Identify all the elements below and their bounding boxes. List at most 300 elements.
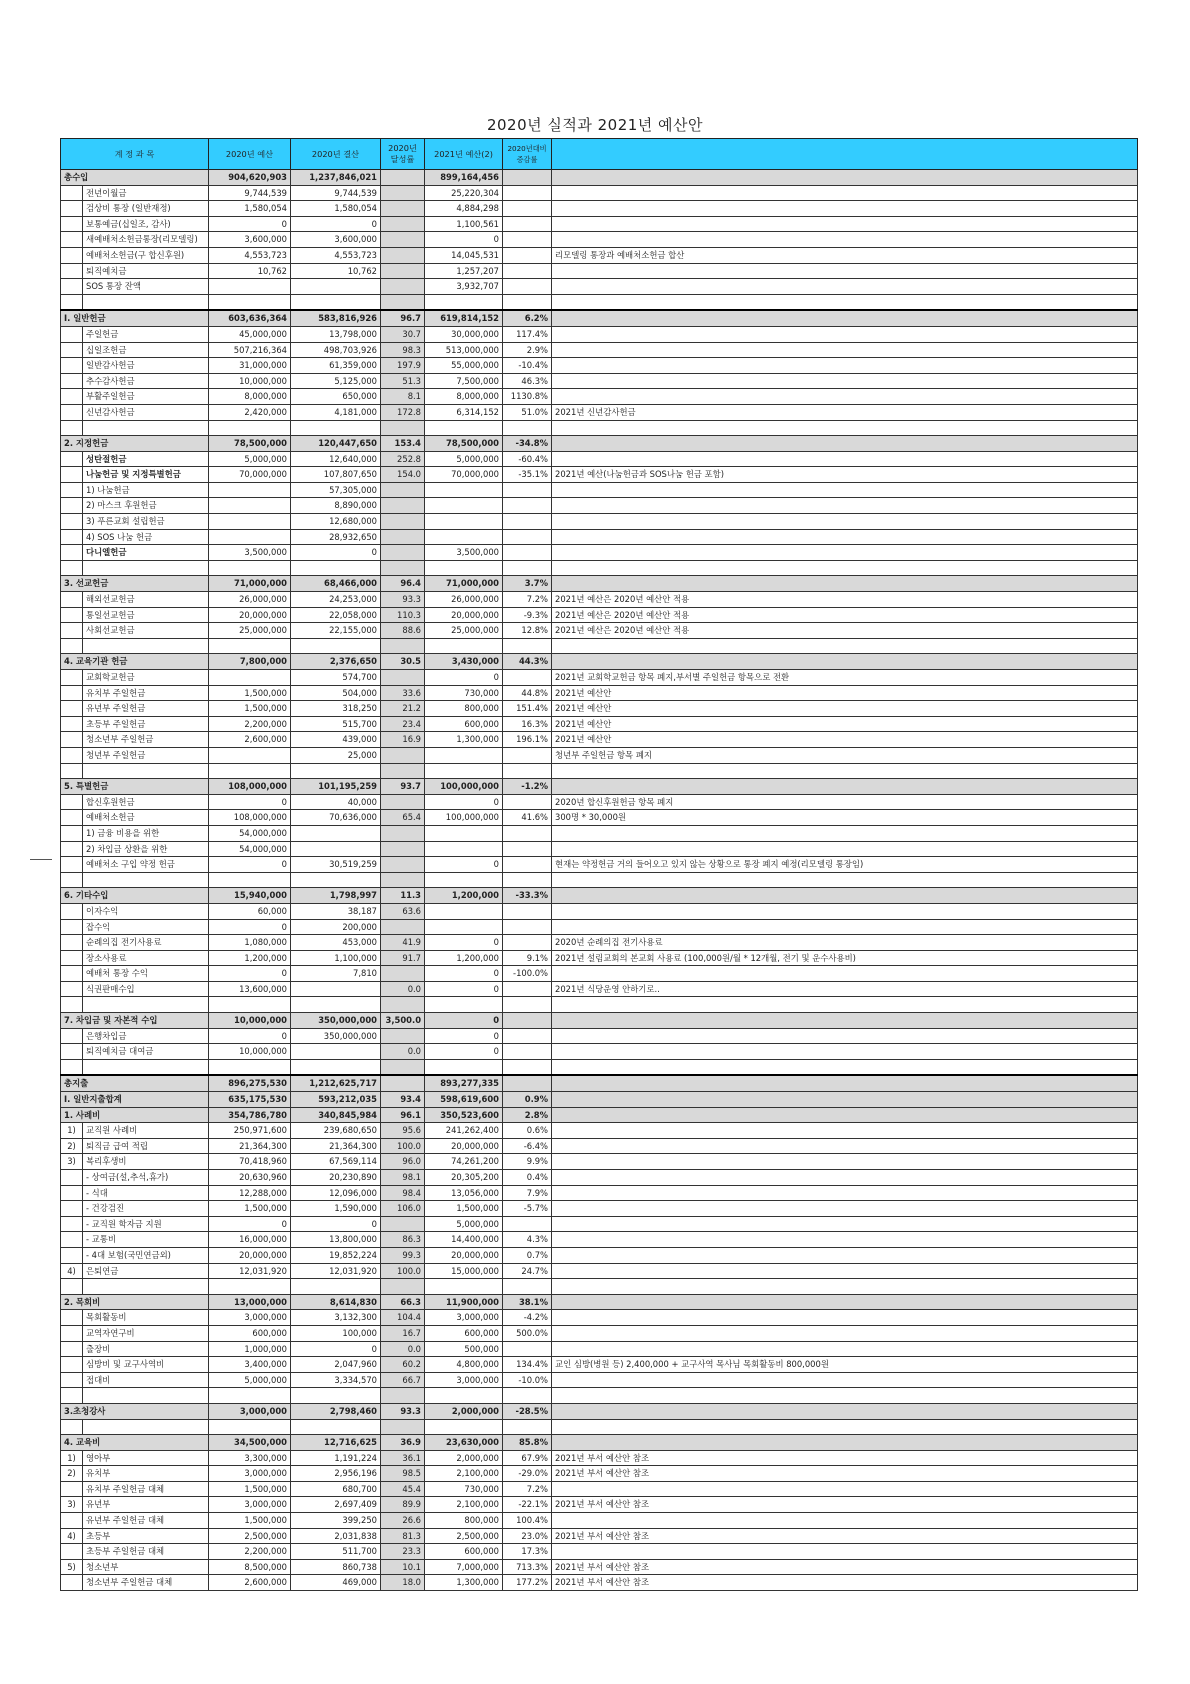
account-label: 6. 기타수입 — [61, 888, 209, 904]
change-rate: 0.9% — [503, 1092, 552, 1108]
memo — [552, 1013, 1138, 1029]
actual-2020: 498,703,926 — [291, 342, 381, 358]
actual-2020: 511,700 — [291, 1544, 381, 1560]
actual-2020: 504,000 — [291, 685, 381, 701]
budget-2021: 23,630,000 — [425, 1435, 503, 1451]
table-row — [61, 342, 1138, 358]
blank-cell — [291, 763, 381, 779]
budget-2021: 70,000,000 — [425, 467, 503, 483]
budget-table — [60, 138, 1138, 1591]
actual-2020: 13,800,000 — [291, 1232, 381, 1248]
change-rate — [503, 529, 552, 545]
memo: 2021년 부서 예산안 참조 — [552, 1497, 1138, 1513]
table-row — [61, 1247, 1138, 1263]
rate-2020: 30.7 — [381, 326, 425, 342]
account-label: 나눔헌금 및 지정특별헌금 — [83, 467, 209, 483]
account-label: 접대비 — [83, 1372, 209, 1388]
table-row — [61, 1544, 1138, 1560]
rate-2020 — [381, 170, 425, 186]
account-label: 보통예금(십일조, 감사) — [83, 216, 209, 232]
change-rate — [503, 216, 552, 232]
rate-2020: 65.4 — [381, 810, 425, 826]
budget-2021: 600,000 — [425, 1325, 503, 1341]
blank-cell — [61, 997, 83, 1013]
actual-2020: 0 — [291, 545, 381, 561]
actual-2020: 101,195,259 — [291, 779, 381, 795]
memo — [552, 1044, 1138, 1060]
change-rate: 0.6% — [503, 1123, 552, 1139]
budget-2021: 350,523,600 — [425, 1107, 503, 1123]
change-rate: -4.2% — [503, 1310, 552, 1326]
memo — [552, 170, 1138, 186]
change-rate: 38.1% — [503, 1294, 552, 1310]
change-rate: -29.0% — [503, 1466, 552, 1482]
actual-2020: 318,250 — [291, 701, 381, 717]
change-rate: 117.4% — [503, 326, 552, 342]
table-row — [61, 685, 1138, 701]
rate-2020 — [381, 185, 425, 201]
change-rate: -6.4% — [503, 1138, 552, 1154]
rate-2020: 51.3 — [381, 373, 425, 389]
budget-2020: 10,000,000 — [209, 373, 291, 389]
blank-cell — [61, 763, 83, 779]
blank-row — [61, 1059, 1138, 1075]
actual-2020: 515,700 — [291, 716, 381, 732]
account-label: 초등부 주일헌금 대체 — [83, 1544, 209, 1560]
memo — [552, 1138, 1138, 1154]
blank-cell — [61, 872, 83, 888]
change-rate — [503, 1341, 552, 1357]
budget-2020: 904,620,903 — [209, 170, 291, 186]
budget-2021: 800,000 — [425, 701, 503, 717]
actual-2020: 469,000 — [291, 1575, 381, 1591]
budget-2021: 1,300,000 — [425, 732, 503, 748]
actual-2020 — [291, 825, 381, 841]
budget-2020: 1,500,000 — [209, 685, 291, 701]
budget-2021: 15,000,000 — [425, 1263, 503, 1279]
blank-cell — [552, 997, 1138, 1013]
table-row — [61, 529, 1138, 545]
budget-2021: 241,262,400 — [425, 1123, 503, 1139]
section-row — [61, 576, 1138, 592]
actual-2020: 0 — [291, 1216, 381, 1232]
account-label: 퇴직예치금 대여금 — [83, 1044, 209, 1060]
table-row — [61, 216, 1138, 232]
row-number — [61, 716, 83, 732]
budget-2021: 30,000,000 — [425, 326, 503, 342]
memo — [552, 358, 1138, 374]
budget-2020: 20,000,000 — [209, 607, 291, 623]
rate-2020 — [381, 232, 425, 248]
memo — [552, 841, 1138, 857]
memo — [552, 1201, 1138, 1217]
budget-2021: 2,100,000 — [425, 1497, 503, 1513]
account-label: 청소년부 주일헌금 — [83, 732, 209, 748]
change-rate: 196.1% — [503, 732, 552, 748]
budget-2021: 899,164,456 — [425, 170, 503, 186]
rate-2020: 91.7 — [381, 950, 425, 966]
section-row — [61, 170, 1138, 186]
memo — [552, 451, 1138, 467]
change-rate: 51.0% — [503, 404, 552, 420]
memo: 현재는 약정헌금 거의 들어오고 있지 않는 상황으로 통장 폐지 예정(리모델링 통장임) — [552, 857, 1138, 873]
table-row — [61, 701, 1138, 717]
account-label: 심방비 및 교구사역비 — [83, 1357, 209, 1373]
rate-2020: 153.4 — [381, 436, 425, 452]
rate-2020: 18.0 — [381, 1575, 425, 1591]
blank-cell — [381, 294, 425, 310]
row-number: 2) — [61, 1466, 83, 1482]
budget-2021: 3,000,000 — [425, 1310, 503, 1326]
budget-2020: 45,000,000 — [209, 326, 291, 342]
budget-2020: 31,000,000 — [209, 358, 291, 374]
budget-2021: 3,932,707 — [425, 279, 503, 295]
rate-2020 — [381, 545, 425, 561]
rate-2020 — [381, 1028, 425, 1044]
blank-row — [61, 997, 1138, 1013]
blank-cell — [552, 1419, 1138, 1435]
memo — [552, 279, 1138, 295]
rate-2020: 104.4 — [381, 1310, 425, 1326]
document-title: 2020년 실적과 2021년 예산안 — [486, 116, 704, 134]
row-number — [61, 358, 83, 374]
rate-2020 — [381, 670, 425, 686]
table-row — [61, 1310, 1138, 1326]
budget-2021: 5,000,000 — [425, 1216, 503, 1232]
change-rate — [503, 1028, 552, 1044]
margin-mark — [30, 859, 52, 860]
blank-cell — [503, 294, 552, 310]
budget-2020: 21,364,300 — [209, 1138, 291, 1154]
section-row — [61, 1075, 1138, 1091]
rate-2020: 66.7 — [381, 1372, 425, 1388]
change-rate — [503, 1216, 552, 1232]
blank-cell — [425, 294, 503, 310]
memo: 2021년 예산안 — [552, 716, 1138, 732]
table-row — [61, 1466, 1138, 1482]
rate-2020: 0.0 — [381, 1044, 425, 1060]
change-rate: 0.4% — [503, 1170, 552, 1186]
row-number — [61, 670, 83, 686]
budget-2020: 2,500,000 — [209, 1528, 291, 1544]
account-label: 출장비 — [83, 1341, 209, 1357]
rate-2020 — [381, 825, 425, 841]
row-number — [61, 732, 83, 748]
row-number — [61, 747, 83, 763]
budget-2021: 0 — [425, 670, 503, 686]
account-label: SOS 통장 잔액 — [83, 279, 209, 295]
budget-2021: 0 — [425, 966, 503, 982]
actual-2020: 1,191,224 — [291, 1450, 381, 1466]
table-row — [61, 716, 1138, 732]
table-row — [61, 1185, 1138, 1201]
account-label: 2. 지정헌금 — [61, 436, 209, 452]
rate-2020: 11.3 — [381, 888, 425, 904]
change-rate: 7.2% — [503, 1481, 552, 1497]
table-row — [61, 326, 1138, 342]
budget-2020: 4,553,723 — [209, 247, 291, 263]
change-rate — [503, 482, 552, 498]
memo — [552, 1341, 1138, 1357]
budget-2021 — [425, 919, 503, 935]
blank-cell — [291, 997, 381, 1013]
rate-2020 — [381, 794, 425, 810]
rate-2020 — [381, 482, 425, 498]
budget-2020: 0 — [209, 1216, 291, 1232]
budget-2020: 0 — [209, 1028, 291, 1044]
blank-row — [61, 294, 1138, 310]
budget-2021: 20,000,000 — [425, 1247, 503, 1263]
blank-cell — [291, 638, 381, 654]
blank-cell — [61, 1419, 83, 1435]
blank-cell — [83, 1388, 209, 1404]
rate-2020: 10.1 — [381, 1559, 425, 1575]
rate-2020: 98.3 — [381, 342, 425, 358]
budget-2020: 10,000,000 — [209, 1013, 291, 1029]
budget-2021: 2,000,000 — [425, 1450, 503, 1466]
budget-2020: 13,600,000 — [209, 981, 291, 997]
change-rate — [503, 185, 552, 201]
account-label: 2. 목회비 — [61, 1294, 209, 1310]
budget-2021: 0 — [425, 1013, 503, 1029]
memo: 2021년 예산은 2020년 예산안 적용 — [552, 607, 1138, 623]
budget-2021: 4,800,000 — [425, 1357, 503, 1373]
table-row — [61, 1154, 1138, 1170]
blank-cell — [381, 763, 425, 779]
account-label: 추수감사헌금 — [83, 373, 209, 389]
change-rate — [503, 232, 552, 248]
blank-cell — [61, 420, 83, 436]
actual-2020: 12,716,625 — [291, 1435, 381, 1451]
blank-row — [61, 420, 1138, 436]
row-number — [61, 232, 83, 248]
rate-2020: 23.3 — [381, 1544, 425, 1560]
memo — [552, 1544, 1138, 1560]
memo — [552, 1372, 1138, 1388]
actual-2020: 0 — [291, 1341, 381, 1357]
account-label: 유치부 주일헌금 — [83, 685, 209, 701]
actual-2020: 3,334,570 — [291, 1372, 381, 1388]
table-row — [61, 919, 1138, 935]
account-label: 복리후생비 — [83, 1154, 209, 1170]
change-rate: 100.4% — [503, 1513, 552, 1529]
memo: 2021년 부서 예산안 참조 — [552, 1559, 1138, 1575]
table-row — [61, 389, 1138, 405]
budget-2021: 600,000 — [425, 1544, 503, 1560]
account-label: 퇴직예치금 — [83, 263, 209, 279]
row-number — [61, 607, 83, 623]
change-rate: 17.3% — [503, 1544, 552, 1560]
blank-cell — [425, 872, 503, 888]
blank-cell — [291, 560, 381, 576]
memo: 2020년 합신후원헌금 항목 폐지 — [552, 794, 1138, 810]
memo — [552, 1123, 1138, 1139]
memo: 2021년 설림교회의 본교회 사용료 (100,000원/월 * 12개월, 전기 및 운수사용비) — [552, 950, 1138, 966]
rate-2020: 96.7 — [381, 310, 425, 326]
change-rate — [503, 794, 552, 810]
budget-2021: 71,000,000 — [425, 576, 503, 592]
blank-cell — [381, 872, 425, 888]
memo: 2021년 예산안 — [552, 701, 1138, 717]
table-row — [61, 1528, 1138, 1544]
budget-2021: 2,500,000 — [425, 1528, 503, 1544]
change-rate: 6.2% — [503, 310, 552, 326]
actual-2020: 40,000 — [291, 794, 381, 810]
change-rate — [503, 825, 552, 841]
change-rate — [503, 1044, 552, 1060]
budget-2020: 896,275,530 — [209, 1075, 291, 1091]
memo: 300명 * 30,000원 — [552, 810, 1138, 826]
account-label: 교직원 사례비 — [83, 1123, 209, 1139]
table-row — [61, 1497, 1138, 1513]
table-row — [61, 1028, 1138, 1044]
budget-2020: 5,000,000 — [209, 451, 291, 467]
budget-2021: 100,000,000 — [425, 810, 503, 826]
budget-2020: 70,418,960 — [209, 1154, 291, 1170]
blank-cell — [552, 420, 1138, 436]
table-row — [61, 373, 1138, 389]
account-label: 식권판매수입 — [83, 981, 209, 997]
actual-2020: 340,845,984 — [291, 1107, 381, 1123]
budget-2021: 0 — [425, 1044, 503, 1060]
budget-2021: 1,500,000 — [425, 1201, 503, 1217]
change-rate — [503, 670, 552, 686]
table-row — [61, 232, 1138, 248]
account-label: 초등부 — [83, 1528, 209, 1544]
account-label: 신년감사헌금 — [83, 404, 209, 420]
table-row — [61, 1513, 1138, 1529]
budget-2021: 500,000 — [425, 1341, 503, 1357]
change-rate — [503, 841, 552, 857]
account-label: 영아부 — [83, 1450, 209, 1466]
table-row — [61, 514, 1138, 530]
memo — [552, 919, 1138, 935]
rate-2020: 16.9 — [381, 732, 425, 748]
budget-2021: 3,430,000 — [425, 654, 503, 670]
actual-2020: 8,614,830 — [291, 1294, 381, 1310]
account-label: 예배처 통장 수익 — [83, 966, 209, 982]
blank-cell — [552, 560, 1138, 576]
account-label: 1. 사례비 — [61, 1107, 209, 1123]
memo — [552, 185, 1138, 201]
budget-2020: 3,600,000 — [209, 232, 291, 248]
row-number — [61, 1232, 83, 1248]
budget-2021 — [425, 498, 503, 514]
memo: 2021년 예산(나눔헌금과 SOS나눔 헌금 포함) — [552, 467, 1138, 483]
blank-cell — [209, 420, 291, 436]
table-row — [61, 810, 1138, 826]
row-number — [61, 1544, 83, 1560]
rate-2020: 63.6 — [381, 903, 425, 919]
account-label: 유치부 — [83, 1466, 209, 1482]
table-row — [61, 1325, 1138, 1341]
change-rate — [503, 201, 552, 217]
budget-2020: 25,000,000 — [209, 623, 291, 639]
actual-2020: 12,680,000 — [291, 514, 381, 530]
change-rate: 1130.8% — [503, 389, 552, 405]
row-number — [61, 1357, 83, 1373]
blank-cell — [209, 1279, 291, 1295]
rate-2020: 96.4 — [381, 576, 425, 592]
change-rate: 67.9% — [503, 1450, 552, 1466]
account-label: 유년부 — [83, 1497, 209, 1513]
budget-2020: 20,000,000 — [209, 1247, 291, 1263]
blank-cell — [291, 872, 381, 888]
memo — [552, 1028, 1138, 1044]
account-label: 유치부 주일헌금 대체 — [83, 1481, 209, 1497]
change-rate: 2.8% — [503, 1107, 552, 1123]
actual-2020: 2,031,838 — [291, 1528, 381, 1544]
blank-cell — [61, 638, 83, 654]
budget-2021: 0 — [425, 857, 503, 873]
blank-cell — [425, 1059, 503, 1075]
account-label: 사회선교헌금 — [83, 623, 209, 639]
budget-2021: 3,500,000 — [425, 545, 503, 561]
change-rate — [503, 514, 552, 530]
account-label: 예배처소헌금(구 합신후원) — [83, 247, 209, 263]
budget-2021 — [425, 529, 503, 545]
memo: 2021년 예산은 2020년 예산안 적용 — [552, 592, 1138, 608]
row-number — [61, 373, 83, 389]
memo — [552, 903, 1138, 919]
rate-2020: 197.9 — [381, 358, 425, 374]
actual-2020: 1,798,997 — [291, 888, 381, 904]
budget-2021: 0 — [425, 981, 503, 997]
budget-2021 — [425, 841, 503, 857]
table-row — [61, 1481, 1138, 1497]
row-number: 1) — [61, 1123, 83, 1139]
change-rate: -22.1% — [503, 1497, 552, 1513]
account-label: 3. 선교헌금 — [61, 576, 209, 592]
memo: 청년부 주일헌금 항목 폐지 — [552, 747, 1138, 763]
blank-cell — [552, 638, 1138, 654]
blank-cell — [381, 1279, 425, 1295]
table-row — [61, 404, 1138, 420]
row-number — [61, 966, 83, 982]
change-rate: 85.8% — [503, 1435, 552, 1451]
memo — [552, 1170, 1138, 1186]
budget-2020 — [209, 279, 291, 295]
blank-cell — [83, 1059, 209, 1075]
table-row — [61, 1341, 1138, 1357]
account-label: 4) SOS 나눔 헌금 — [83, 529, 209, 545]
table-row — [61, 1575, 1138, 1591]
blank-row — [61, 560, 1138, 576]
change-rate — [503, 263, 552, 279]
budget-2020: 10,762 — [209, 263, 291, 279]
budget-2020: 1,500,000 — [209, 1201, 291, 1217]
change-rate: 44.8% — [503, 685, 552, 701]
memo: 2021년 부서 예산안 참조 — [552, 1528, 1138, 1544]
change-rate: -100.0% — [503, 966, 552, 982]
row-number — [61, 482, 83, 498]
header-actual-2020: 2020년 결산 — [291, 139, 381, 170]
account-label: 통일선교헌금 — [83, 607, 209, 623]
budget-2020: 3,000,000 — [209, 1310, 291, 1326]
change-rate: -5.7% — [503, 1201, 552, 1217]
row-number — [61, 919, 83, 935]
blank-cell — [83, 872, 209, 888]
table-row — [61, 1170, 1138, 1186]
budget-2020: 2,420,000 — [209, 404, 291, 420]
rate-2020: 98.1 — [381, 1170, 425, 1186]
table-row — [61, 966, 1138, 982]
row-number — [61, 342, 83, 358]
actual-2020: 4,181,000 — [291, 404, 381, 420]
account-label: 예배처소헌금 — [83, 810, 209, 826]
budget-2020: 1,200,000 — [209, 950, 291, 966]
account-label: 유년부 주일헌금 — [83, 701, 209, 717]
